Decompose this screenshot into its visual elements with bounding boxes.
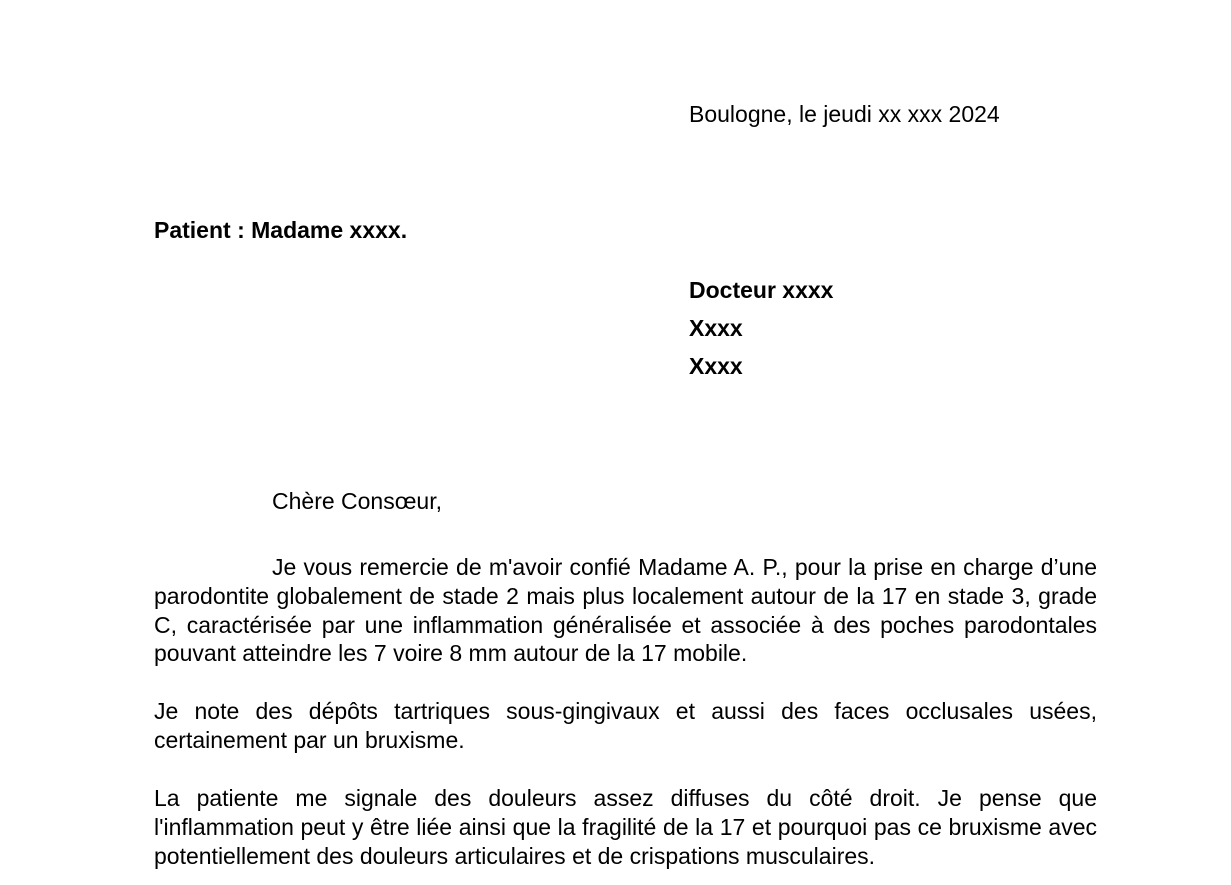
recipient-address-line-1: Xxxx (689, 315, 743, 341)
recipient-name: Docteur xxxx (689, 277, 834, 303)
body-paragraph-2: Je note des dépôts tartriques sous-gingivaux et aussi des faces occlusales usées, certainement par un bruxisme. (154, 698, 1097, 753)
body-paragraph-1: Je vous remercie de m'avoir confié Madame A. P., pour la prise en charge d’une parodontite globalement de stade 2 mais plus localement autour de la 17 en stade 3, grade C, caractérisée par une inflammation généralisée et associée à des poches parodontales pouvant atteindre les 7 voire 8 mm autour de la 17 mobile. (154, 554, 1097, 667)
salutation: Chère Consœur, (272, 488, 443, 514)
patient-line: Patient : Madame xxxx. (154, 217, 408, 243)
recipient-address-line-2: Xxxx (689, 353, 743, 379)
date-line: Boulogne, le jeudi xx xxx 2024 (689, 101, 1000, 127)
body-paragraph-3: La patiente me signale des douleurs assez diffuses du côté droit. Je pense que l'inflammation peut y être liée ainsi que la fragilité de la 17 et pourquoi pas ce bruxisme avec potentiellement des douleurs articulaires et de crispations musculaires. (154, 785, 1097, 869)
